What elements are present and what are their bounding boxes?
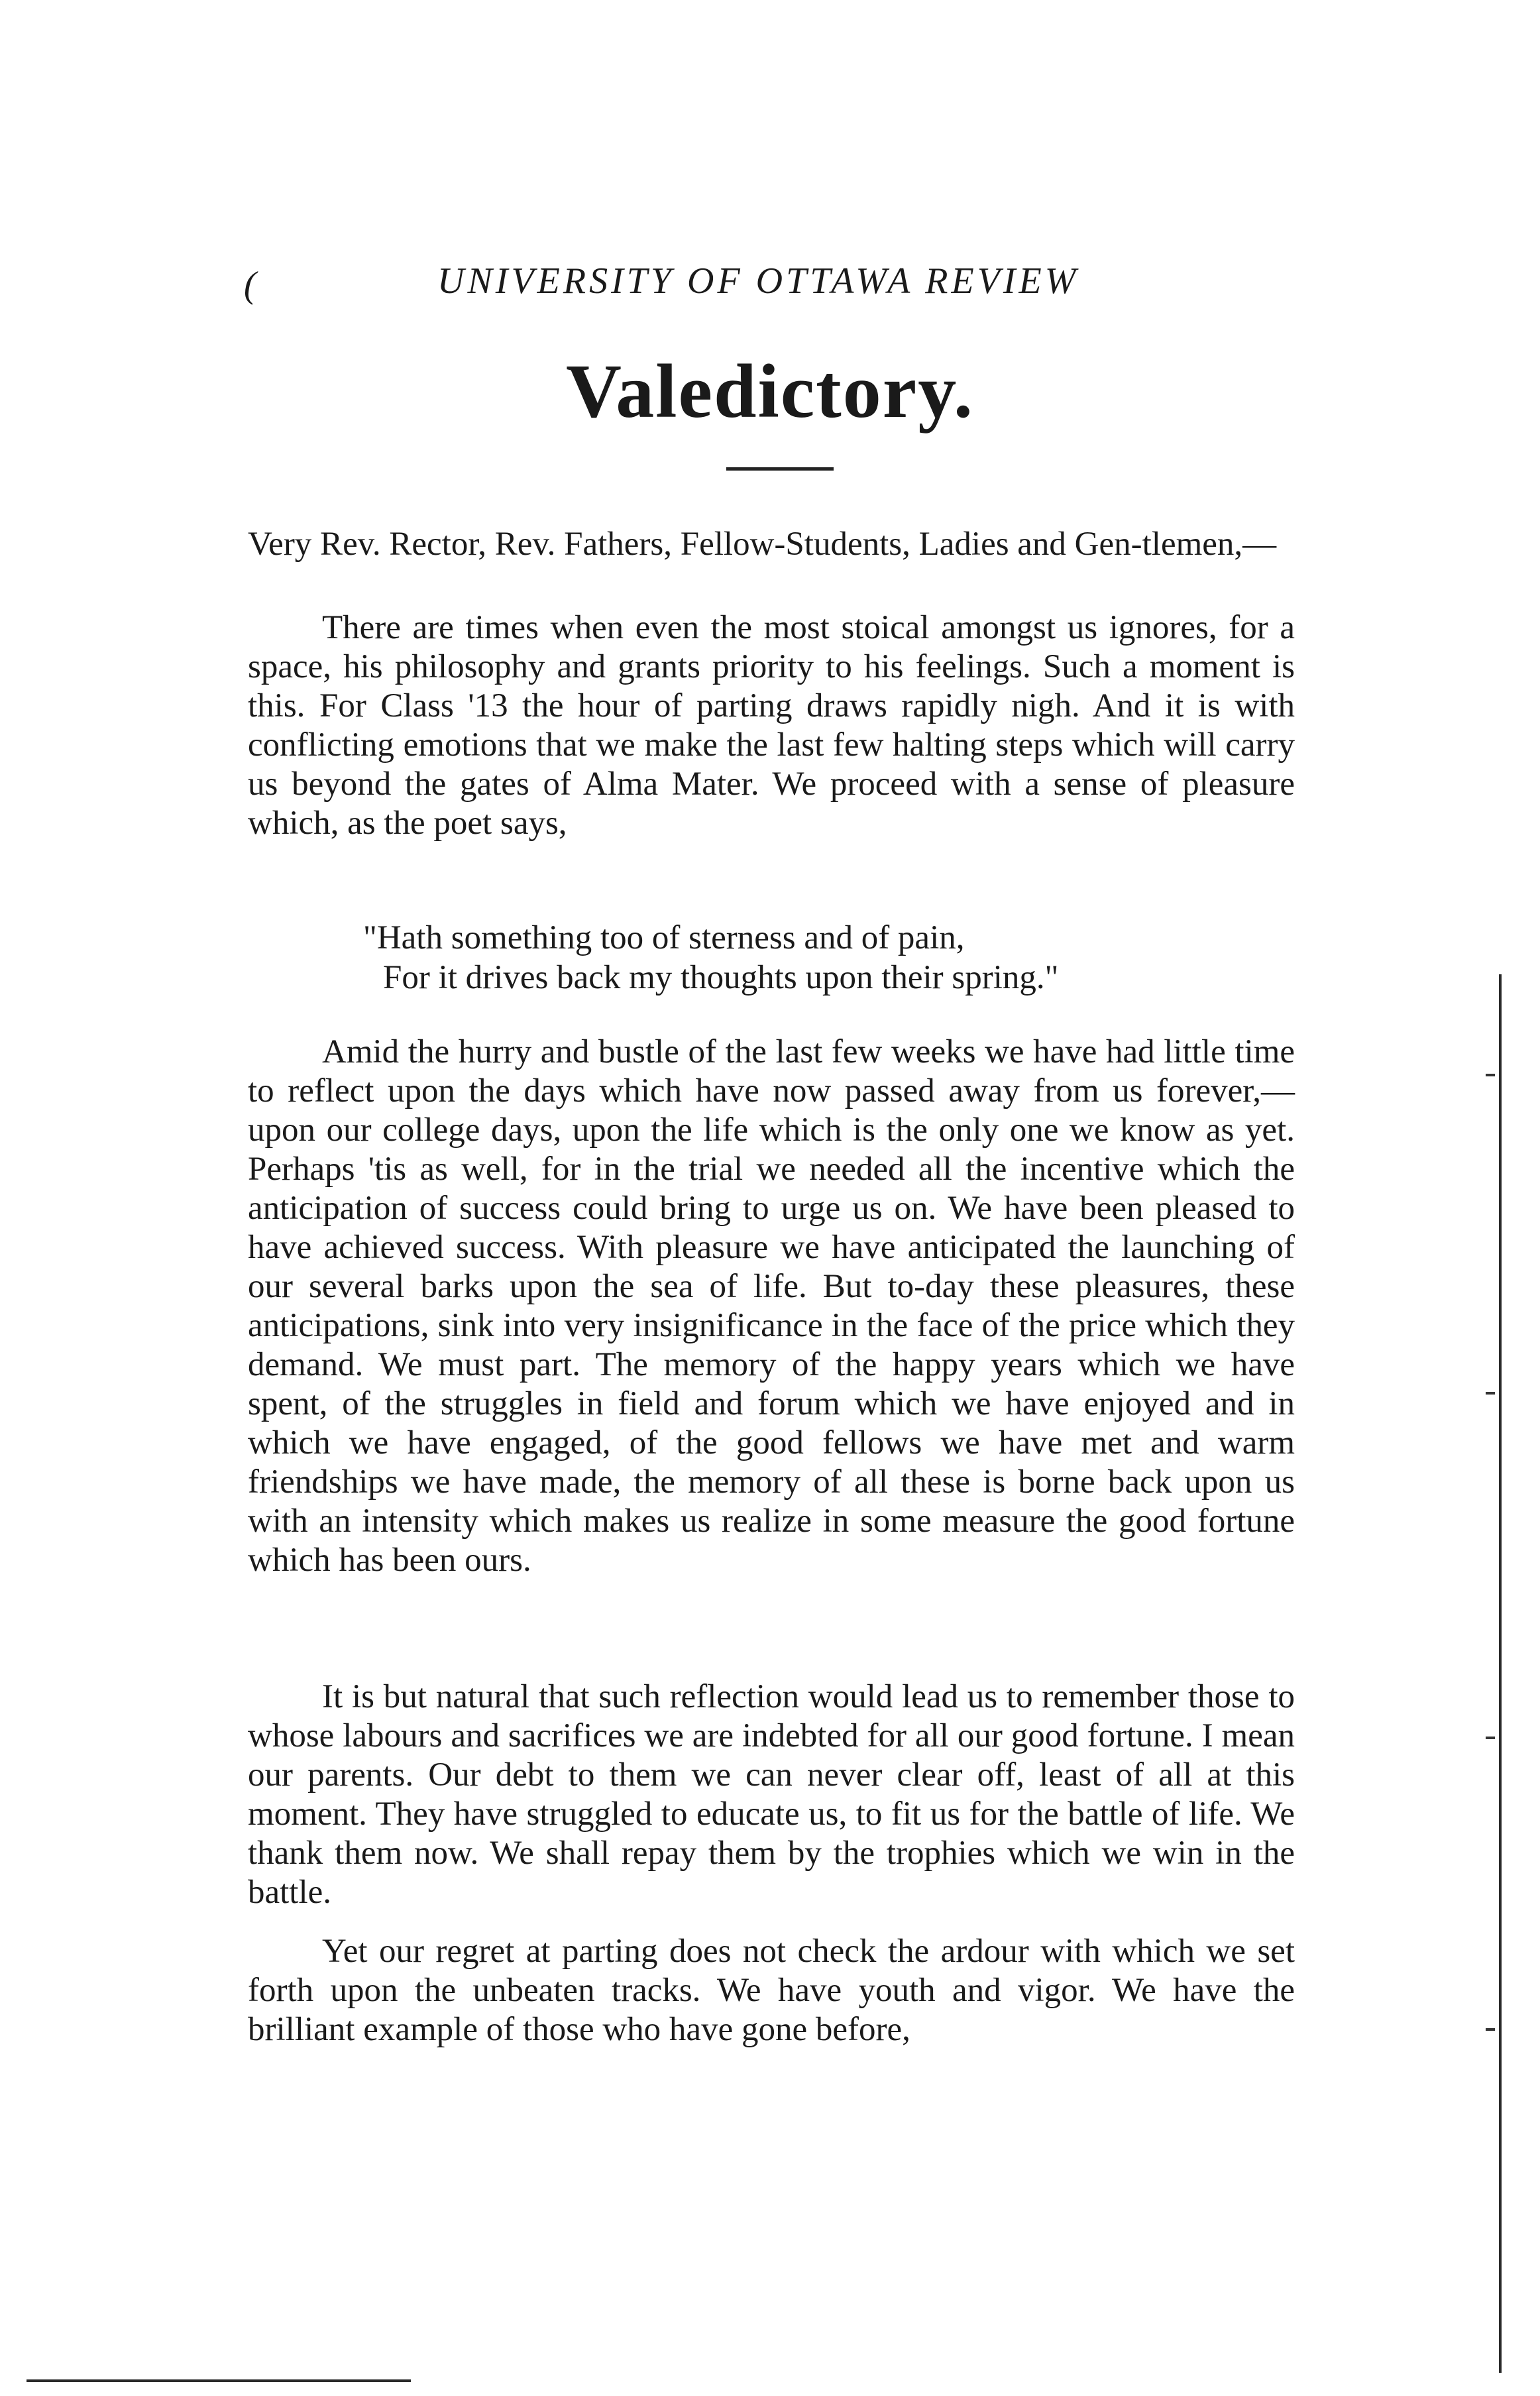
running-head: UNIVERSITY OF OTTAWA REVIEW xyxy=(437,260,1079,302)
paragraph-3 xyxy=(248,1678,1295,1912)
scan-margin-tick xyxy=(1486,1074,1495,1076)
paragraph-4 xyxy=(248,1932,1295,2049)
scan-margin-line xyxy=(1499,974,1502,2373)
paragraph-1-text: There are times when even the most stoical amongst us ignores, for a space, his philosophy and grants priority to his feelings. Such a moment is this. For Class '13 the hour of parting draws rapidly nigh. And it is with conflicting emotions that we make the last few halting steps which will carry us beyond the gates of Alma Mater. We proceed with a sense of pleasure which, as the poet says, xyxy=(248,609,1295,842)
quote-line-2: For it drives back my thoughts upon their spring." xyxy=(383,959,1059,996)
quote-line-1: "Hath something too of sterness and of pain, xyxy=(363,919,965,956)
article-title: Valedictory. xyxy=(566,349,974,434)
poem-quote xyxy=(363,918,1058,998)
paragraph-3-text: It is but natural that such reflection would lead us to remember those to whose labours and sacrifices we are indebted for all our good fortune. I mean our parents. Our debt to them we can never clear off, least of all at this moment. They have struggled to educate us, to fit us for the battle of life. We thank them now. We shall repay them by the trophies which we win in the battle. xyxy=(248,1678,1295,1911)
scan-bottom-line xyxy=(27,2379,411,2382)
title-rule xyxy=(726,467,834,471)
paragraph-2-text: Amid the hurry and bustle of the last few weeks we have had little time to reflect upon the days which have now passed away from us forever,—upon our college days, upon the life which is the only one we know as yet. Perhaps 'tis as well, for in the trial we needed all the incentive which the anticipation of success could bring to urge us on. We have been pleased to have achieved success. With pleasure we have anticipated the launching of our several barks upon the sea of life. But to-day these pleasures, these anticipations, sink into very insignificance in the face of the price which they demand. We must part. The memory of the happy years which we have spent, of the struggles in field and forum which we have enjoyed and in which we have engaged, of the good fellows we have met and warm friendships we have made, the memory of all these is borne back upon us with an intensity which makes us realize in some measure the good fortune which has been ours. xyxy=(248,1033,1295,1579)
page-mark: ( xyxy=(244,264,256,306)
scan-margin-tick xyxy=(1486,1737,1495,1739)
scan-margin-tick xyxy=(1486,2028,1495,2031)
salutation: Very Rev. Rector, Rev. Fathers, Fellow-Students, Ladies and Gen-tlemen,— xyxy=(248,526,1277,563)
scan-margin-tick xyxy=(1486,1392,1495,1395)
paragraph-2 xyxy=(248,1033,1295,1580)
paragraph-4-text: Yet our regret at parting does not check the ardour with which we set forth upon the unbeaten tracks. We have youth and vigor. We have the brilliant example of those who have gone before, xyxy=(248,1933,1295,2048)
paragraph-1 xyxy=(248,608,1295,843)
